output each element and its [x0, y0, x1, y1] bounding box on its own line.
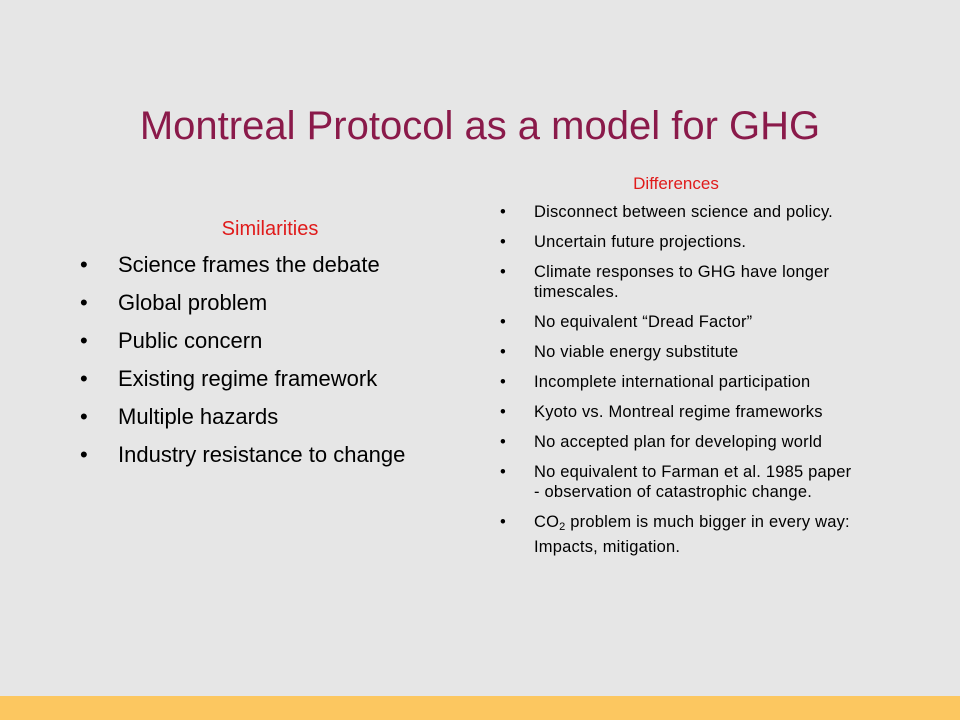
differences-item: • Climate responses to GHG have longer timescales. [496, 262, 856, 302]
similarities-item: • Global problem [80, 288, 460, 318]
differences-item: • Incomplete international participation [496, 372, 856, 392]
differences-item: • Uncertain future projections. [496, 232, 856, 252]
differences-item: • Kyoto vs. Montreal regime frameworks [496, 402, 856, 422]
differences-item: • No accepted plan for developing world [496, 432, 856, 452]
co2-subscript: 2 [559, 521, 566, 533]
similarities-column [80, 212, 460, 478]
similarities-list [80, 250, 460, 470]
differences-item: • Disconnect between science and policy. [496, 202, 856, 222]
differences-item: • No equivalent “Dread Factor” [496, 312, 856, 332]
footer-bar [0, 696, 960, 720]
differences-list [496, 202, 856, 557]
co2-suffix: problem is much bigger in every way: Impacts, mitigation. [534, 513, 850, 556]
similarities-item: • Science frames the debate [80, 250, 460, 280]
differences-column [496, 172, 856, 567]
differences-item: • No equivalent to Farman et al. 1985 paper - observation of catastrophic change. [496, 462, 856, 502]
similarities-item: • Existing regime framework [80, 364, 460, 394]
similarities-item: • Industry resistance to change [80, 440, 460, 470]
similarities-item: • Multiple hazards [80, 402, 460, 432]
similarities-heading: Similarities [221, 218, 319, 240]
co2-prefix: CO [534, 513, 560, 531]
slide-title: Montreal Protocol as a model for GHG [139, 104, 821, 148]
differences-heading: Differences [633, 174, 719, 193]
differences-item-co2 [496, 512, 856, 557]
similarities-item: • Public concern [80, 326, 460, 356]
differences-item: • No viable energy substitute [496, 342, 856, 362]
